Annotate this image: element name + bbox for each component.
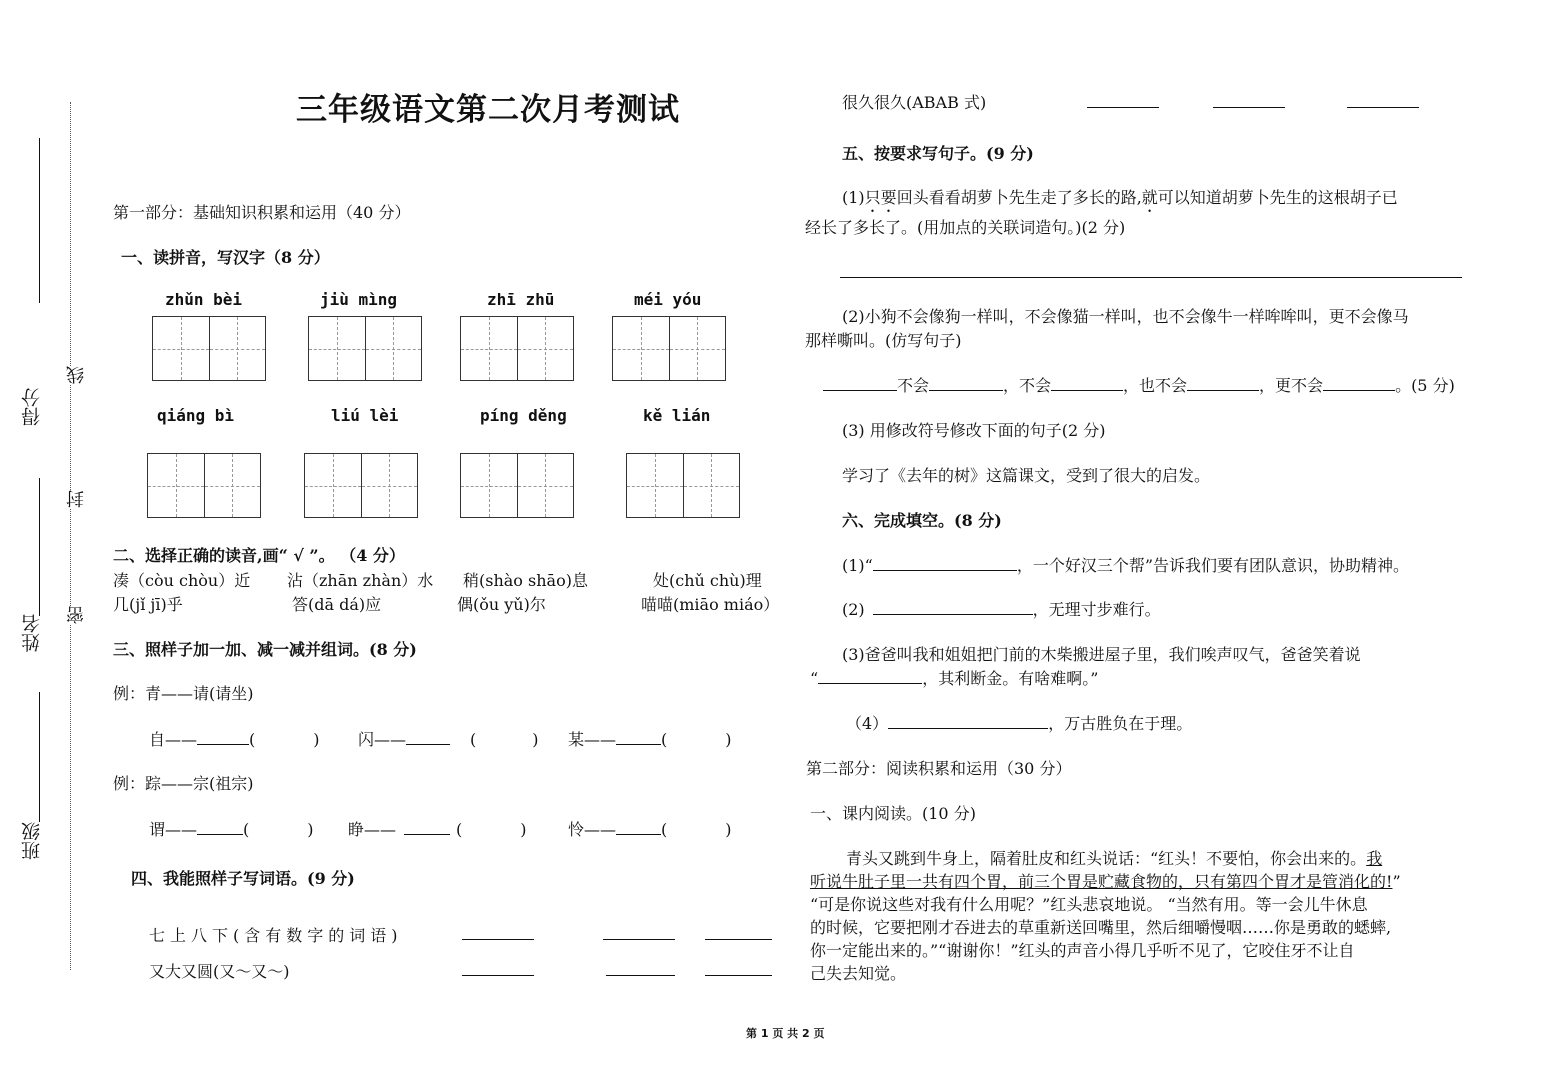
part2-heading: 第二部分：阅读积累和运用（30 分）: [806, 759, 1072, 778]
s5-q2-line2: 那样嘶叫。(仿写句子): [805, 331, 962, 350]
s5-q3: (3) 用修改符号修改下面的句子(2 分): [842, 421, 1106, 440]
s3-row1-item2: [358, 727, 539, 750]
s5-q1-number: (1): [842, 188, 865, 207]
score-label: 得分: [21, 388, 43, 426]
paren-open: (: [661, 730, 668, 749]
s2-heading: 二、选择正确的读音,画“ √ ”。 （4 分）: [113, 546, 405, 565]
s6-q3-line2: [810, 666, 1098, 689]
s6-q4-blank[interactable]: [888, 713, 1048, 729]
s6-q2-blank[interactable]: [873, 599, 1033, 615]
binding-line-score: [39, 138, 40, 303]
s3-word-shan[interactable]: [476, 729, 532, 745]
paren-open: (: [661, 820, 668, 839]
s2-item-cou[interactable]: 凑（còu chòu）近: [113, 571, 251, 590]
s3-char-wei: 谓——: [149, 820, 198, 839]
reading-line-3: “可是你说这些对我有什么用呢？”红头悲哀地说。 “当然有用。等一会儿牛休息: [810, 895, 1368, 914]
s4-item-numbers: 七上八下(含有数字的词语): [149, 926, 403, 945]
s4-blank-2b[interactable]: [606, 960, 675, 976]
seal-dotted-line: [70, 102, 71, 970]
writing-grid-4[interactable]: [612, 316, 726, 381]
writing-grid-2[interactable]: [308, 316, 422, 381]
s6-q3-text: ，其利断金。有啥难啊。”: [922, 669, 1099, 688]
s6-q1-number: (1)“: [842, 556, 873, 575]
pinyin-liulei: liú lèi: [331, 406, 399, 425]
s2-item-ou[interactable]: 偶(ǒu yǔ)尔: [457, 595, 546, 614]
paren-open: (: [249, 730, 256, 749]
s3-char-mou: 某——: [568, 730, 617, 749]
s4-blank-1c[interactable]: [705, 924, 772, 940]
writing-grid-6[interactable]: [304, 453, 418, 518]
binding-line-class: [39, 692, 40, 822]
s6-q1-text: ，一个好汉三个帮”告诉我们要有团队意识，协助精神。: [1016, 556, 1410, 575]
pinyin-kelian: kě lián: [643, 406, 711, 425]
reading-line-4: 的时候，它要把刚才吞进去的草重新送回嘴里，然后细嚼慢咽……你是勇敢的蟋蟀,: [810, 918, 1392, 937]
paren-close: ): [725, 730, 732, 749]
paren-close: ): [313, 730, 320, 749]
s3-word-zi[interactable]: [255, 729, 313, 745]
s6-q1-blank[interactable]: [873, 555, 1017, 571]
s2-item-miao[interactable]: 喵喵(miāo miáo）: [641, 595, 780, 614]
part1-heading: 第一部分：基础知识积累和运用（40 分）: [113, 203, 411, 222]
reading-line-6: 己失去知觉。: [810, 964, 907, 983]
s6-q4-number: （4）: [846, 714, 889, 733]
paren-open: (: [456, 820, 463, 839]
s6-q3-blank[interactable]: [818, 668, 922, 684]
page-title: 三年级语文第二次月考测试: [296, 92, 680, 128]
s4-heading: 四、我能照样子写词语。(9 分): [131, 869, 355, 888]
s3-word-wei[interactable]: [249, 819, 307, 835]
s3-char-zi: 自——: [149, 730, 198, 749]
s3-char-zheng: 睁——: [348, 820, 397, 839]
binding-line-name: [39, 478, 40, 616]
s2-item-chu[interactable]: 处(chǔ chù)理: [653, 571, 762, 590]
s6-q4-text: ，万古胜负在于理。: [1048, 714, 1193, 733]
writing-grid-7[interactable]: [460, 453, 574, 518]
s3-word-mou[interactable]: [667, 729, 725, 745]
s5-q2-text-4: ，更不会: [1259, 376, 1324, 395]
s5-q2-blank-3[interactable]: [1051, 375, 1123, 391]
s3-blank-mou[interactable]: [616, 729, 661, 745]
s5-q1-end: 可以知道胡萝卜先生的这根胡子已: [1157, 188, 1398, 207]
s5-q2-blank-2[interactable]: [929, 375, 1003, 391]
s3-blank-wei[interactable]: [197, 819, 243, 835]
reading-line-1: [846, 846, 1382, 869]
s5-q2-text-2: ，不会: [1003, 376, 1052, 395]
name-label: 姓名: [21, 614, 43, 652]
s3-heading: 三、照样子加一加、减一减并组词。(8 分): [113, 640, 417, 659]
s3-char-shan: 闪——: [358, 730, 407, 749]
reading-heading: 一、课内阅读。(10 分): [810, 804, 976, 823]
s3-row1-item1: [149, 727, 320, 750]
s5-q2-line1: (2)小狗不会像狗一样叫，不会像猫一样叫，也不会像牛一样哞哞叫，更不会像马: [842, 307, 1409, 326]
s4-blank-2a[interactable]: [462, 960, 534, 976]
page-footer: 第 1 页 共 2 页: [746, 1027, 825, 1040]
s5-q1-line1: [842, 185, 1398, 216]
reading-quote-close: ”: [1392, 872, 1401, 891]
s3-blank-shan[interactable]: [406, 729, 450, 745]
s5-q2-blank-5[interactable]: [1323, 375, 1395, 391]
s3-example-1: 例：青——请(请坐): [113, 684, 254, 703]
s4-blank-3a[interactable]: [1087, 92, 1159, 108]
s6-heading: 六、完成填空。(8 分): [842, 511, 1002, 530]
s5-q1-dotted-zhiyao: 只要: [864, 188, 897, 207]
pinyin-meiyou: méi yóu: [634, 290, 702, 309]
s5-q2-blank-1[interactable]: [823, 375, 897, 391]
s6-q2: [842, 597, 1161, 620]
s6-q1: [842, 553, 1409, 576]
s3-example-2: 例：踪——宗(祖宗): [113, 774, 254, 793]
s3-row1-item3: [568, 727, 732, 750]
s5-q2-text-3: ，也不会: [1123, 376, 1188, 395]
s5-q2-text-1: 不会: [897, 376, 930, 395]
s3-blank-lian[interactable]: [616, 819, 661, 835]
pinyin-qiangbi: qiáng bì: [157, 406, 235, 425]
s5-q2-text-5: 。(5 分): [1395, 376, 1455, 395]
s5-q3-sentence[interactable]: 学习了《去年的树》这篇课文，受到了很大的启发。: [842, 466, 1211, 485]
s2-item-shao[interactable]: 稍(shào shāo)息: [463, 571, 588, 590]
pinyin-pingdeng: píng děng: [480, 406, 567, 425]
s3-word-lian[interactable]: [667, 819, 725, 835]
s4-blank-3c[interactable]: [1347, 92, 1419, 108]
paren-open: (: [470, 730, 477, 749]
reading-underlined-sentence: 听说牛肚子里一共有四个胃，前三个胃是贮藏食物的，只有第四个胃才是管消化的!: [810, 872, 1393, 891]
reading-line-1-text: 青头又跳到牛身上，隔着肚皮和红头说话：“红头！不要怕，你会出来的。: [846, 849, 1367, 868]
s3-row2-item1: [149, 817, 314, 840]
paren-open: (: [243, 820, 250, 839]
paren-close: ): [532, 730, 539, 749]
s3-row2-item2: [348, 817, 527, 840]
s5-q1-middle: 回头看看胡萝卜先生走了多长的路,: [896, 188, 1142, 207]
s3-word-zheng[interactable]: [462, 819, 520, 835]
writing-grid-8[interactable]: [626, 453, 740, 518]
s3-blank-zheng[interactable]: [404, 819, 450, 835]
s4-blank-3b[interactable]: [1213, 92, 1285, 108]
s4-blank-2c[interactable]: [705, 960, 772, 976]
writing-grid-1[interactable]: [152, 316, 266, 381]
s2-item-zhan[interactable]: 沾（zhān zhàn）水: [287, 571, 434, 590]
s5-q1-line2: 经长了多长了。(用加点的关联词造句。)(2 分): [805, 218, 1126, 237]
writing-grid-3[interactable]: [460, 316, 574, 381]
seal-char-mi: 密: [64, 606, 90, 624]
seal-char-feng: 封: [64, 490, 90, 508]
s3-blank-zi[interactable]: [197, 729, 249, 745]
pinyin-jiuming: jiù mìng: [320, 290, 398, 309]
s6-q3-quote: “: [810, 669, 819, 688]
reading-line-5: 你一定能出来的。”“谢谢你！”红头的声音小得几乎听不见了，它咬住牙不让自: [810, 941, 1355, 960]
s5-q1-answer-line[interactable]: [840, 277, 1462, 278]
s5-q2-blank-4[interactable]: [1187, 375, 1259, 391]
s6-q3-line1: (3)爸爸叫我和姐姐把门前的木柴搬进屋子里，我们唉声叹气，爸爸笑着说: [842, 645, 1361, 664]
s6-q2-number: (2): [842, 600, 865, 619]
s4-blank-1a[interactable]: [462, 924, 534, 940]
s4-item-you: 又大又圆(又～又～): [149, 962, 290, 981]
s2-item-da[interactable]: 答(dā dá)应: [292, 595, 382, 614]
pinyin-zhunbei: zhǔn bèi: [165, 290, 243, 309]
s5-q1-dotted-jiu: 就: [1141, 188, 1158, 207]
s6-q2-text: ，无理寸步难行。: [1032, 600, 1161, 619]
s5-q2-fill: [823, 373, 1455, 396]
s2-item-ji[interactable]: 几(jǐ jī)乎: [113, 595, 183, 614]
paren-close: ): [725, 820, 732, 839]
paren-close: ): [307, 820, 314, 839]
class-label: 班级: [21, 822, 43, 860]
s4-blank-1b[interactable]: [603, 924, 675, 940]
pinyin-zhizhu: zhī zhū: [487, 290, 555, 309]
s3-row2-item3: [568, 817, 732, 840]
seal-char-xian: 线: [64, 366, 90, 384]
s4-item-abab: 很久很久(ABAB 式): [842, 93, 987, 112]
s5-heading: 五、按要求写句子。(9 分): [842, 144, 1034, 163]
writing-grid-5[interactable]: [147, 453, 261, 518]
s1-heading: 一、读拼音，写汉字（8 分）: [121, 248, 330, 267]
reading-underlined-start: 我: [1366, 849, 1383, 868]
paren-close: ): [520, 820, 527, 839]
s6-q4: [846, 711, 1192, 734]
s3-char-lian: 怜——: [568, 820, 617, 839]
reading-line-2: [810, 869, 1401, 892]
